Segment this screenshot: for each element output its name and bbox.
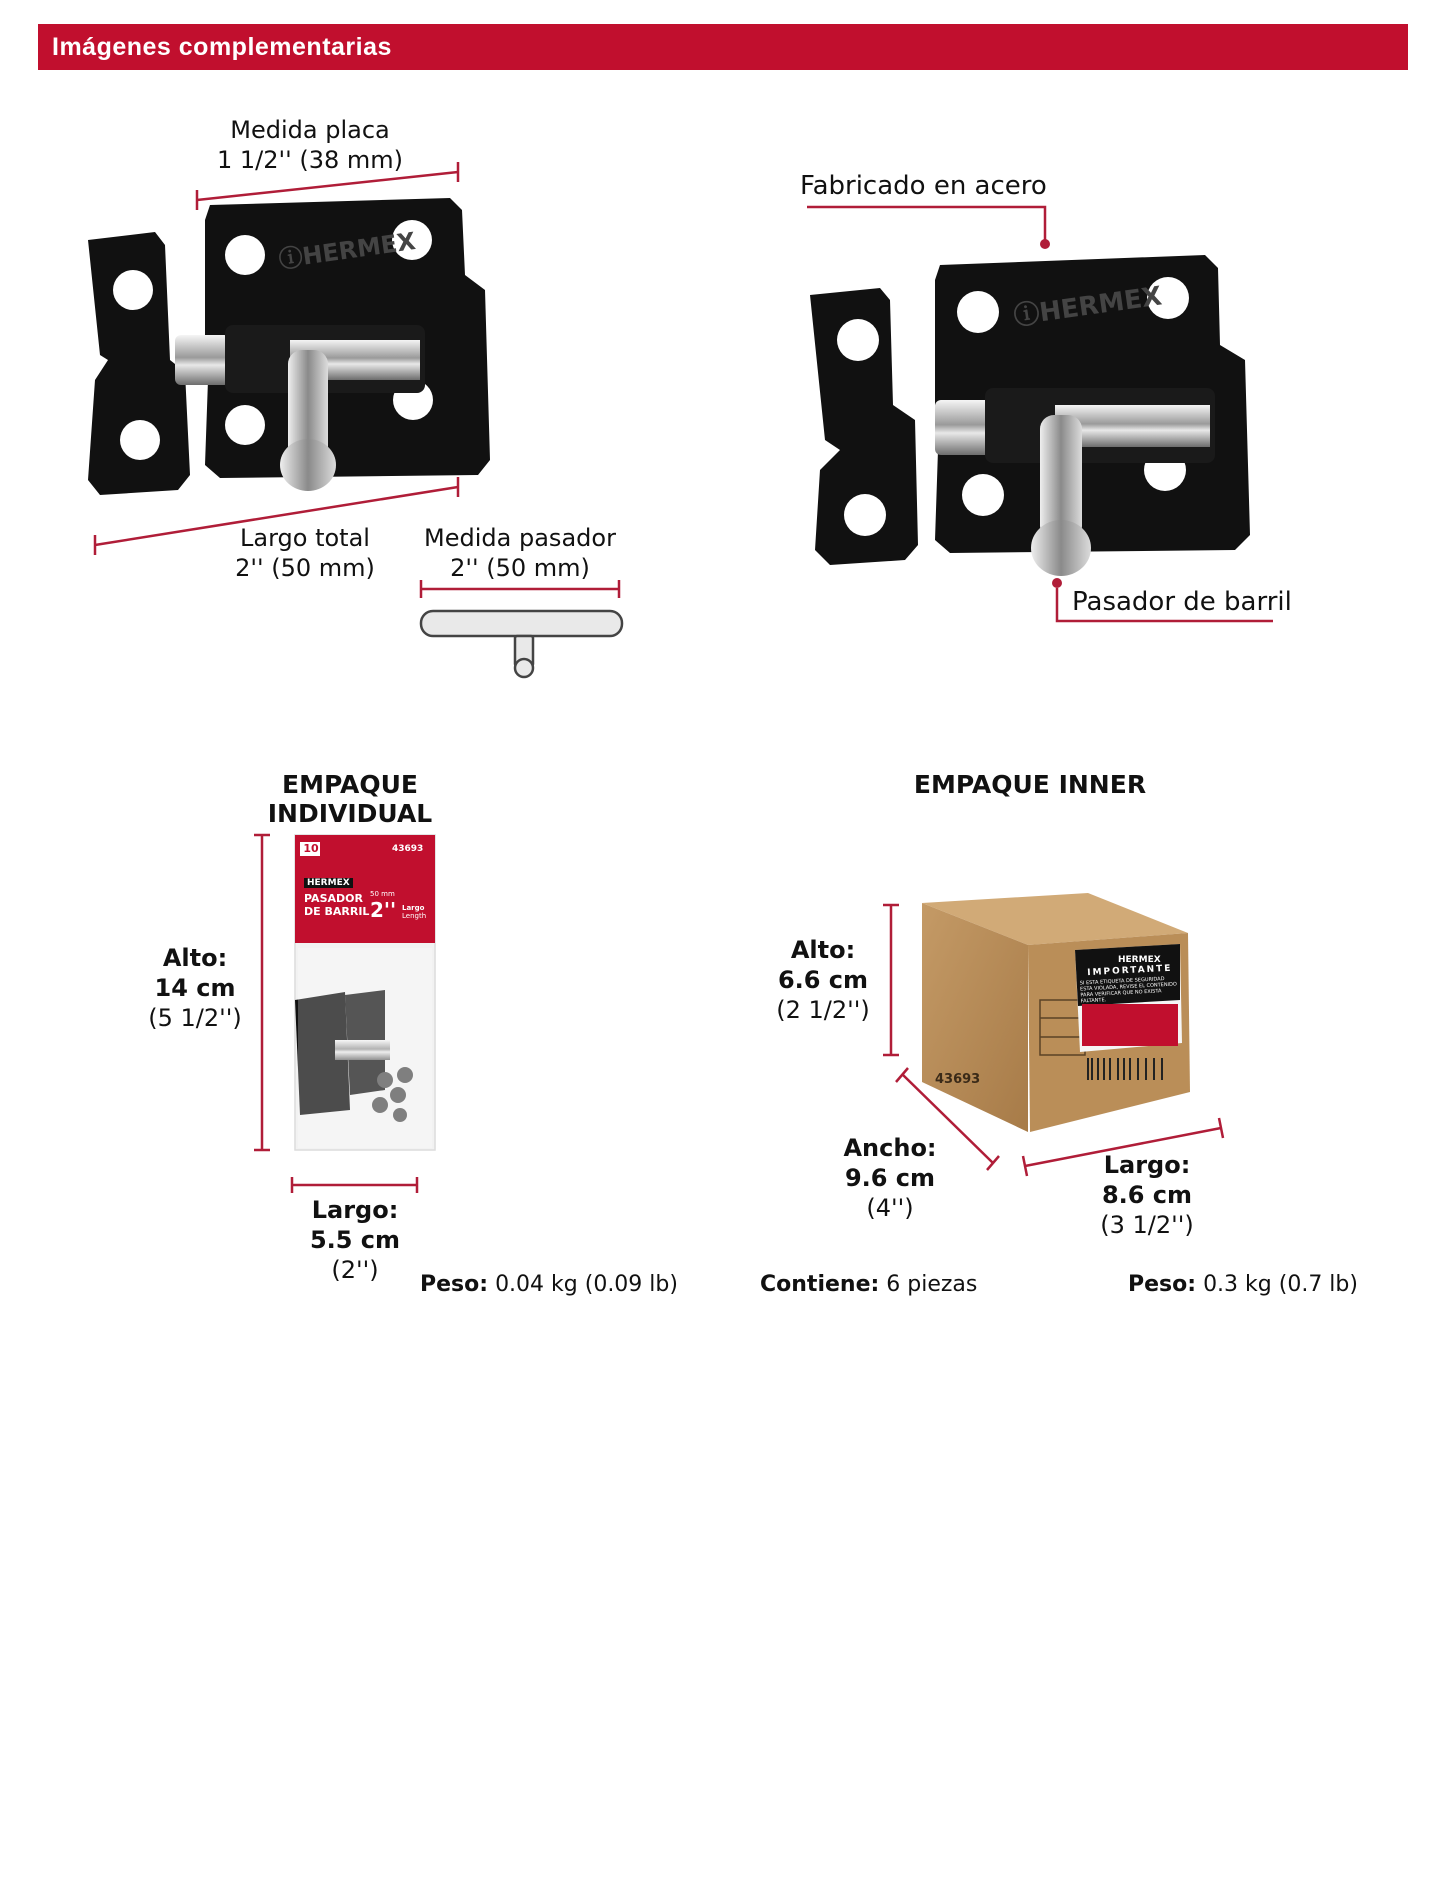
barrel-bolt-image-features	[810, 255, 1250, 576]
inner-weight: Peso: 0.3 kg (0.7 lb)	[1128, 1272, 1358, 1297]
pin-size-title: Medida pasador	[424, 524, 616, 552]
seal-text: SI ESTA ETIQUETA DE SEGURIDAD ESTA VIOLADA, REVISE EL CONTENIDO PARA VERIFICAR QUE NO EXISTA FALTANTE.	[1079, 976, 1178, 1005]
individual-weight: Peso: 0.04 kg (0.09 lb)	[420, 1272, 678, 1297]
plate-size-value: 1 1/2'' (38 mm)	[217, 146, 403, 174]
svg-text:ⓘHERMEX: ⓘHERMEX	[1011, 281, 1164, 332]
svg-text:HERMEX: HERMEX	[1118, 955, 1161, 965]
section-title: Imágenes complementarias	[52, 33, 392, 61]
package-size-mm: 50 mm	[370, 890, 395, 898]
seal-title: IMPORTANTE	[1087, 963, 1173, 979]
plate-size-title: Medida placa	[230, 116, 390, 144]
inner-contains: Contiene: 6 piezas	[760, 1272, 978, 1297]
package-length-en: Length	[402, 912, 427, 920]
individual-length-label: Largo: 5.5 cm (2'')	[309, 1196, 401, 1284]
pin-size-value: 2'' (50 mm)	[450, 554, 590, 582]
package-code: 43693	[392, 844, 424, 854]
package-brand: HERMEX	[304, 878, 353, 888]
pin-outline-icon	[421, 611, 622, 677]
material-callout: Fabricado en acero	[800, 171, 1047, 201]
barrel-bolt-image-dimensioned	[88, 198, 490, 495]
svg-text:ⓘHERMEX: ⓘHERMEX	[276, 227, 418, 274]
package-label	[300, 842, 430, 942]
inner-package-title: EMPAQUE INNER	[913, 770, 1147, 799]
package-name-line1: PASADOR	[304, 892, 363, 905]
inner-width-label: Ancho: 9.6 cm (4'')	[843, 1134, 937, 1222]
security-seal	[1077, 963, 1179, 1008]
total-length-value: 2'' (50 mm)	[235, 554, 375, 582]
individual-package-title: EMPAQUE INDIVIDUAL	[267, 770, 433, 828]
plate-size-label	[210, 115, 410, 175]
individual-height-label: Alto: 14 cm (5 1/2'')	[148, 944, 242, 1032]
package-name-line2: DE BARRIL	[304, 905, 370, 918]
pin-size-label	[420, 523, 620, 583]
inner-length-label: Largo: 8.6 cm (3 1/2'')	[1100, 1151, 1194, 1239]
total-length-title: Largo total	[240, 524, 370, 552]
box-code: 43693	[935, 1072, 981, 1087]
warranty-badge: 10	[303, 842, 319, 855]
inner-height-label: Alto: 6.6 cm (2 1/2'')	[776, 936, 870, 1024]
inner-box-image	[922, 893, 1190, 1132]
total-length-label	[200, 523, 410, 583]
package-length-es: Largo	[402, 904, 425, 912]
package-size-in: 2''	[370, 898, 397, 922]
bolt-type-callout: Pasador de barril	[1072, 587, 1292, 617]
